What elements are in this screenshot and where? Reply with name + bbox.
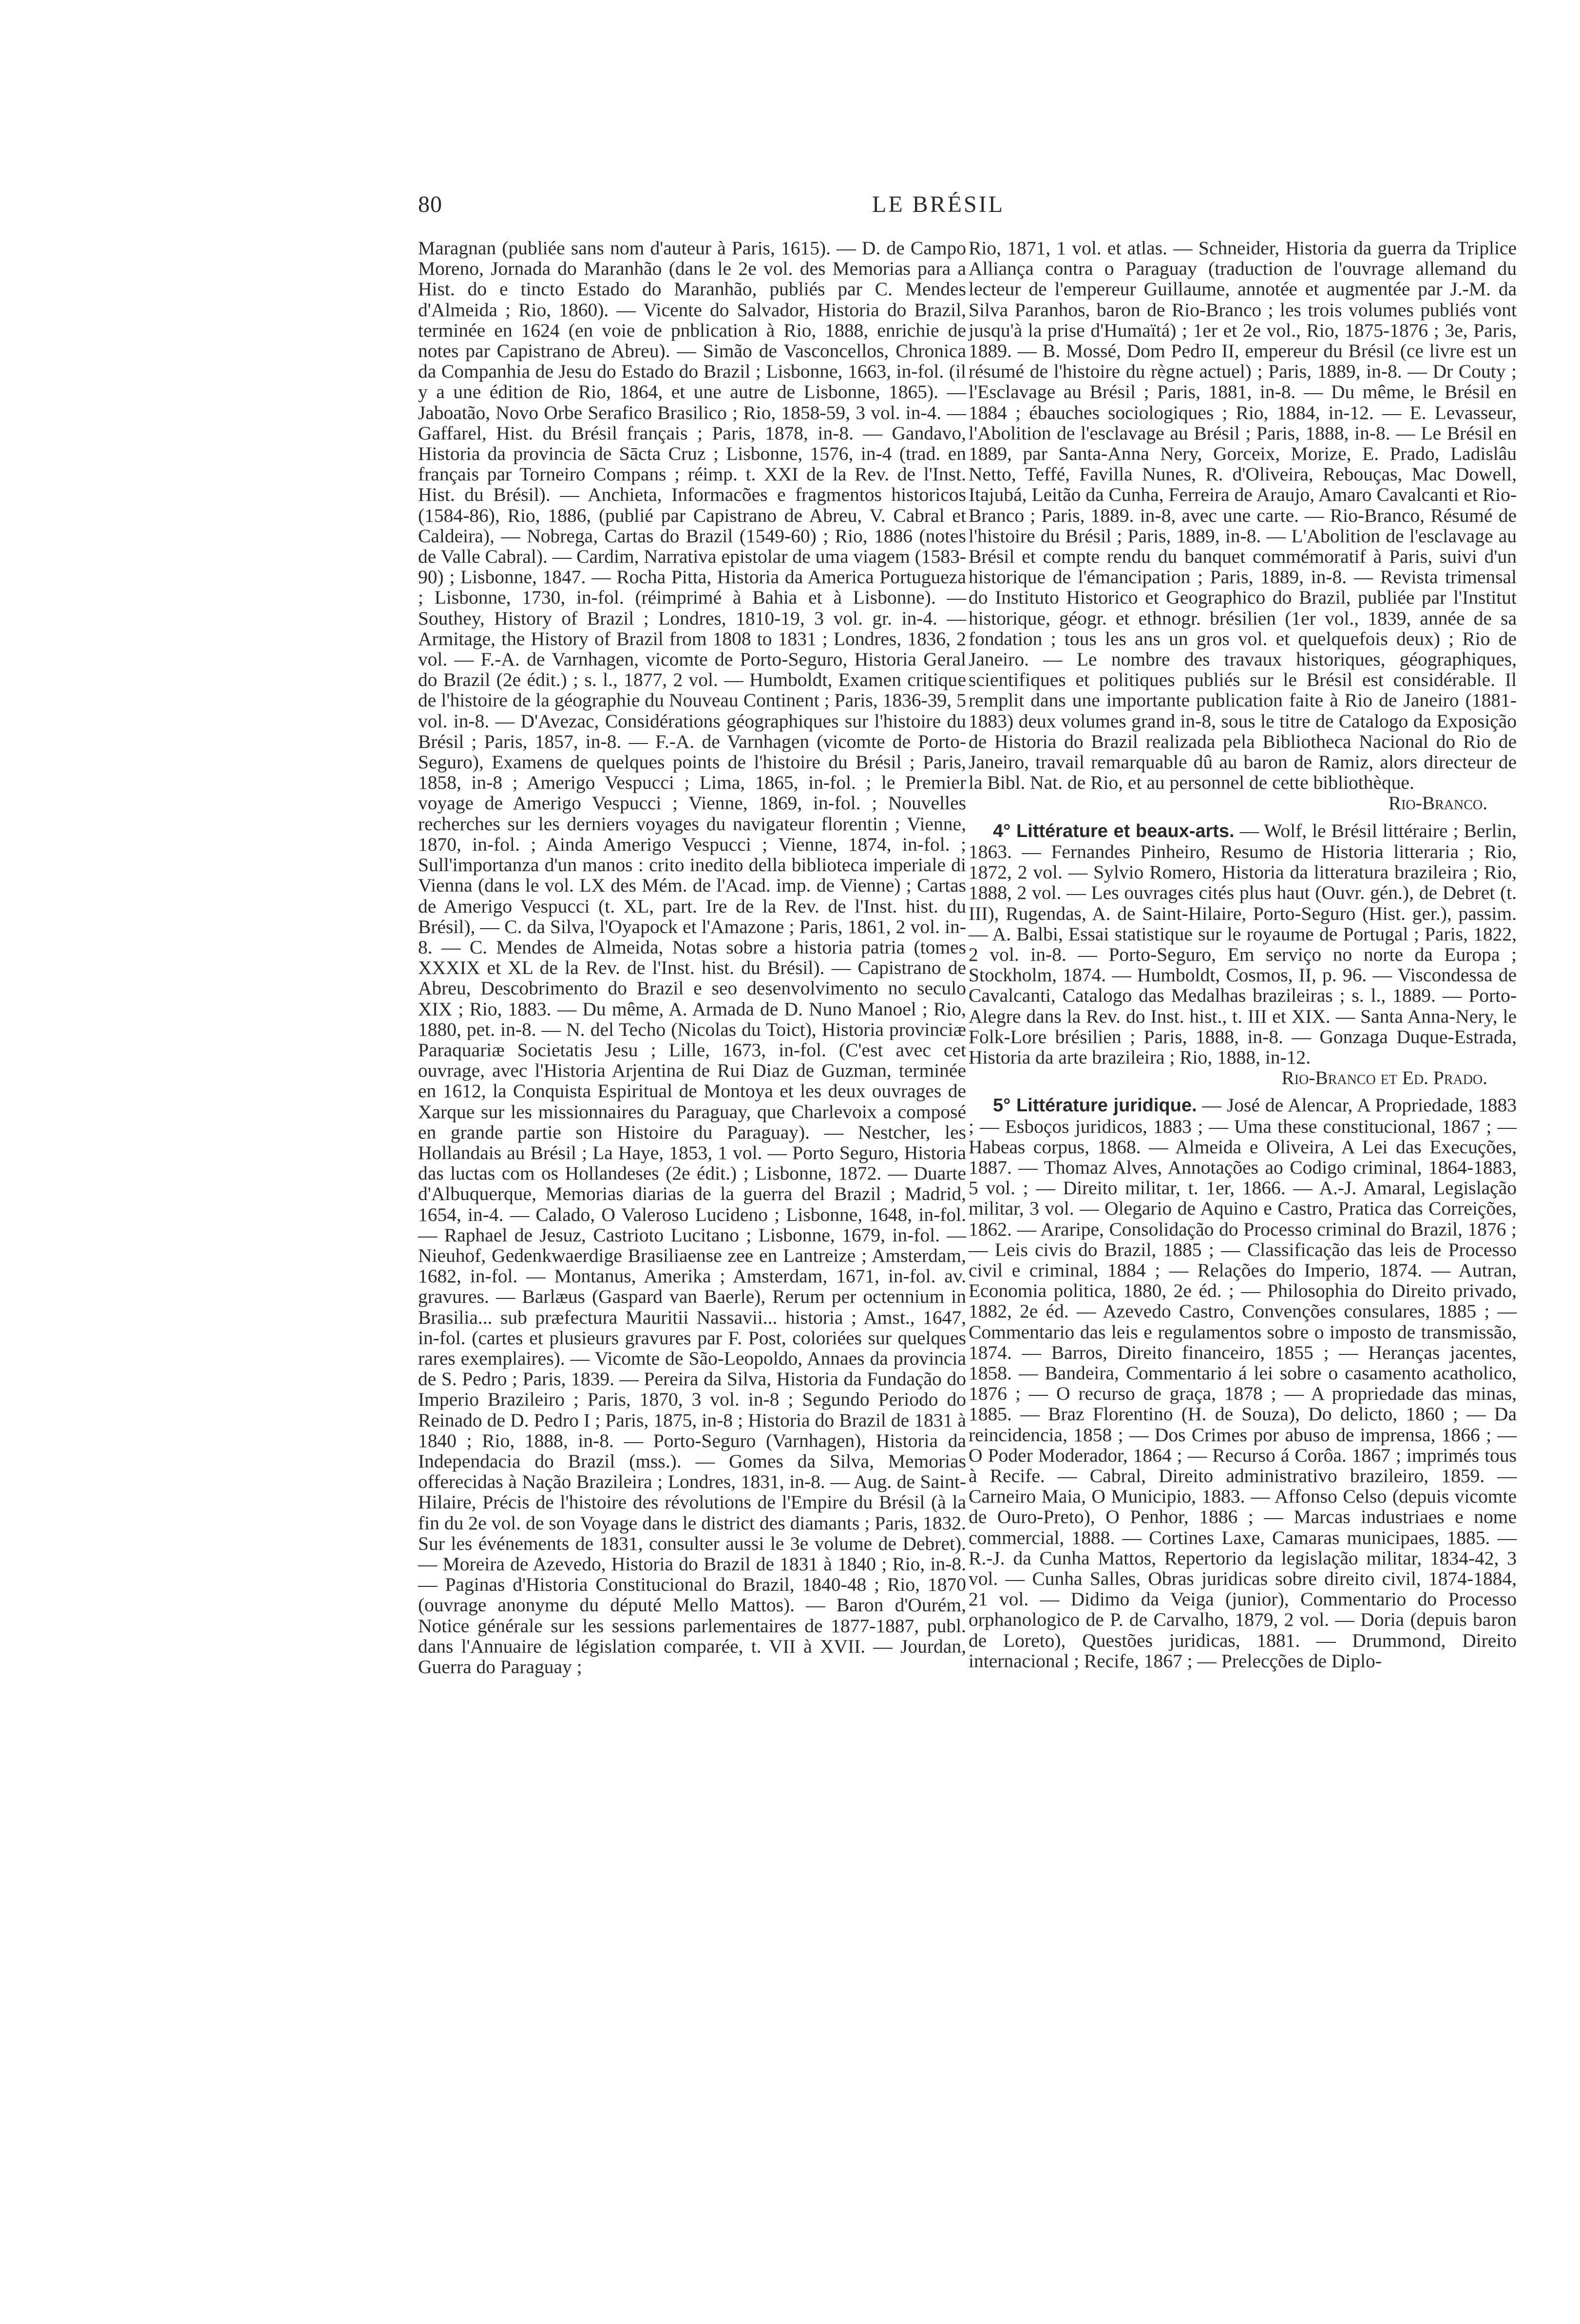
literature-signature: Rio-Branco et Ed. Prado. bbox=[1281, 1067, 1487, 1089]
history-bibliography-text: Maragnan (publiée sans nom d'auteur à Paris, 1615). — D. de Campo Moreno, Jornada do Maranhão (dans le 2e vol. des Memorias para a Hist. do e tincto Estado do Maranhão, publiés par C. Mendes d'Almeida ; Rio, 1860). — Vicente do Salvador, Historia do Brazil, terminée en 1624 (en voie de pnblication à Rio, 1888, enrichie de notes par Capistrano de Abreu). — Simão de Vasconcellos, Chronica da Companhia de Jesu do Estado do Brazil ; Lisbonne, 1663, in-fol. (il y a une édition de Rio, 1864, et une autre de Lisbonne, 1865). — Jaboatão, Novo Orbe Serafico Brasilico ; Rio, 1858-59, 3 vol. in-4. — Gaffarel, Hist. du Brésil français ; Paris, 1878, in-8. — Gandavo, Historia da provincia de Sācta Cruz ; Lisbonne, 1576, in-4 (trad. en français par Torneiro Compans ; réimp. t. XXI de la Rev. de l'Inst. Hist. du Brésil). — Anchieta, Informacões e fragmentos historicos (1584-86), Rio, 1886, (publié par Capistrano de Abreu, V. Cabral et Caldeira), — Nobrega, Cartas do Brazil (1549-60) ; Rio, 1886 (notes de Valle Cabral). — Cardim, Narrativa epistolar de uma viagem (1583-90) ; Lisbonne, 1847. — Rocha Pitta, Historia da America Portugueza ; Lisbonne, 1730, in-fol. (réimprimé à Bahia et à Lisbonne). — Southey, History of Brazil ; Londres, 1810-19, 3 vol. gr. in-4. — Armitage, the History of Brazil from 1808 to 1831 ; Londres, 1836, 2 vol. — F.-A. de Varnhagen, vicomte de Porto-Seguro, Historia Geral do Brazil (2e édit.) ; s. l., 1877, 2 vol. — Humboldt, Examen critique de l'histoire de la géographie du Nouveau Continent ; Paris, 1836-39, 5 vol. in-8. — D'Avezac, Considérations géographiques sur l'histoire du Brésil ; Paris, 1857, in-8. — F.-A. de Varnhagen (vicomte de Porto-Seguro), Examens de quelques points de l'histoire du Brésil ; Paris, 1858, in-8 ; Amerigo Vespucci ; Lima, 1865, in-fol. ; le Premier voyage de Amerigo Vespucci ; Vienne, 1869, in-fol. ; Nouvelles recherches sur les derniers voyages du navigateur florentin ; Vienne, 1870, in-fol. ; Ainda Amerigo Vespucci ; Vienne, 1874, in-fol. ; Sull'importanza d'un manos : crito inedito della biblioteca imperiale di Vienna (dans le vol. LX des Mém. de l'Acad. imp. de Vienne) ; Cartas de Amerigo Vespucci (t. XL, part. Ire de la Rev. de l'Inst. hist. du Brésil), — C. da Silva, l'Oyapock et l'Amazone ; Paris, 1861, 2 vol. in-8. — C. Mendes de Almeida, Notas sobre a historia patria (tomes XXXIX et XL de la Rev. de l'Inst. hist. du Brésil). — Capistrano de Abreu, Descobrimento do Brazil e seo desenvolvimento no seculo XIX ; Rio, 1883. — Du même, A. Armada de D. Nuno Manoel ; Rio, 1880, pet. in-8. — N. del Techo (Nicolas du Toict), Historia provinciæ Paraquariæ Societatis Jesu ; Lille, 1673, in-fol. (C'est avec cet ouvrage, avec l'Historia Arjentina de Rui Diaz de Guzman, terminée en 1612, la Conquista Espiritual de Montoya et les deux ouvrages de Xarque sur les missionnaires du Paraguay, que Charlevoix a composé en grande partie son Histoire du Paraguay). — Nestcher, les Hollandais au Brésil ; La Haye, 1853, 1 vol. — Porto Seguro, Historia das luctas com os Hollandeses (2e édit.) ; Lisbonne, 1872. — Duarte d'Albuquerque, Memorias diarias de la guerra del Brazil ; Madrid, 1654, in-4. — Calado, O Valeroso Lucideno ; Lisbonne, 1648, in-fol. — Raphael de Jesuz, Castrioto Lucitano ; Lisbonne, 1679, in-fol. — Nieuhof, Gedenkwaerdige Brasiliaense zee en Lantreize ; Amsterdam, 1682, in-fol. — Montanus, Amerika ; Amsterdam, 1671, in-fol. av. gravures. — Barlæus (Gaspard van Baerle), Rerum per octennium in Brasilia... sub præfectura Mauritii Nassavii... historia ; Amst., 1647, in-fol. (cartes et plusieurs gravures par F. Post, coloriées sur quelques rares exemplaires). — Vicomte de São-Leopoldo, Annaes da provincia de S. Pedro ; Paris, 1839. — Pereira da Silva, Historia da Fundação do Imperio Brazileiro ; Paris, 1870, 3 vol. in-8 ; Segundo Periodo do Reinado de D. Pedro I ; Paris, 1875, in-8 ; Historia do Brazil de 1831 à 1840 ; Rio, 1888, in-8. — Porto-Seguro (Varnhagen), Historia da Independacia do Brazil (mss.). — Gomes da Silva, Memorias offerecidas à Nação Brazileira ; Londres, 1831, in-8. — Aug. de Saint-Hilaire, Précis de l'histoire des révolutions de l'Empire du Brésil (à la fin du 2e vol. de son Voyage dans le district des diamants ; Paris, 1832. Sur les événements de 1831, consulter aussi le 3e volume de Debret). — Moreira de Azevedo, Historia do Brazil de 1831 à 1840 ; Rio, in-8. — Paginas d'Historia Constitucional do Brazil, 1840-48 ; Rio, 1870 (ouvrage anonyme du député Mello Mattos). — Baron d'Ourém, Notice générale sur les sessions parlementaires de 1877-1887, publ. dans l'Annuaire de législation comparée, t. VII à XVII. — Jourdan, Guerra do Paraguay ; bbox=[418, 237, 966, 1678]
history-signature: Rio-Branco. bbox=[1388, 792, 1487, 814]
literature-text: — Wolf, le Brésil littéraire ; Berlin, 1863. — Fernandes Pinheiro, Resumo de Historia litteraria ; Rio, 1872, 2 vol. — Sylvio Romero, Historia da litteratura brazileira ; Rio, 1888, 2 vol. — Les ouvrages cités plus haut (Ouvr. gén.), de Debret (t. III), Rugendas, A. de Saint-Hilaire, Porto-Seguro (Hist. ger.), passim. — A. Balbi, Essai statistique sur le royaume de Portugal ; Paris, 1822, 2 vol. in-8. — Porto-Seguro, Em serviço no norte da Europa ; Stockholm, 1874. — Humboldt, Cosmos, II, p. 96. — Viscondessa de Cavalcanti, Catalogo das Medalhas brazileiras ; s. l., 1889. — Porto-Alegre dans la Rev. do Inst. hist., t. III et XIX. — Santa Anna-Nery, le Folk-Lore brésilien ; Paris, 1888, in-8. — Gonzaga Duque-Estrada, Historia da arte brazileira ; Rio, 1888, in-12. bbox=[969, 819, 1517, 1068]
legal-heading: 5° Littérature juridique. bbox=[993, 1095, 1197, 1116]
literature-section bbox=[969, 820, 1517, 1067]
history-bibliography-continued: Rio, 1871, 1 vol. et atlas. — Schneider, Historia da guerra da Triplice Alliança contra o Paraguay (traduction de l'ouvrage allemand du lecteur de l'empereur Guillaume, annotée et augmentée par J.-M. da Silva Paranhos, baron de Rio-Branco ; les trois volumes publiés vont jusqu'à la prise d'Humaïtá) ; 1er et 2e vol., Rio, 1875-1876 ; 3e, Paris, 1889. — B. Mossé, Dom Pedro II, empereur du Brésil (ce livre est un résumé de l'histoire du règne actuel) ; Paris, 1889, in-8. — Dr Couty ; l'Esclavage au Brésil ; Paris, 1881, in-8. — Du même, le Brésil en 1884 ; ébauches sociologiques ; Rio, 1884, in-12. — E. Levasseur, l'Abolition de l'esclavage au Brésil ; Paris, 1888, in-8. — Le Brésil en 1889, par Santa-Anna Nery, Gorceix, Morize, E. Prado, Ladislâu Netto, Teffé, Favilla Nunes, R. d'Oliveira, Rebouças, Mac Dowell, Itajubá, Leitão da Cunha, Ferreira de Araujo, Amaro Cavalcanti et Rio-Branco ; Paris, 1889. in-8, avec une carte. — Rio-Branco, Résumé de l'histoire du Brésil ; Paris, 1889, in-8. — L'Abolition de l'esclavage au Brésil et compte rendu du banquet commémoratif à Paris, suivi d'un historique de l'émancipation ; Paris, 1889, in-8. — Revista trimensal do Instituto Historico et Geographico do Brazil, publiée par l'Institut historique, géogr. et ethnogr. brésilien (1er vol., 1839, année de sa fondation ; tous les ans un gros vol. et quelquefois deux) ; Rio de Janeiro. — Le nombre des travaux historiques, géographiques, scientifiques et politiques publiés sur le Brésil est considérable. Il remplit dans une importante publication faite à Rio de Janeiro (1881-1883) deux volumes grand in-8, sous le titre de Catalogo da Exposição de Historia do Brazil realizada pela Bibliotheca Nacional do Rio de Janeiro, travail remarquable dû au baron de Ramiz, alors directeur de la Bibl. Nat. de Rio, et au personnel de cette bibliothèque. bbox=[969, 237, 1517, 794]
legal-section bbox=[969, 1095, 1517, 1671]
right-column bbox=[969, 238, 1517, 1671]
running-title: LE BRÉSIL bbox=[872, 191, 1005, 217]
legal-text: — José de Alencar, A Propriedade, 1883 ; — Esboços juridicos, 1883 ; — Uma these constitucional, 1867 ; — Habeas corpus, 1868. — Almeida e Oliveira, A Lei das Execuções, 1887. — Thomaz Alves, Annotações ao Codigo criminal, 1864-1883, 5 vol. ; — Direito militar, t. 1er, 1866. — A.-J. Amaral, Legislação militar, 3 vol. — Olegario de Aquino e Castro, Pratica das Correições, 1862. — Araripe, Consolidação do Processo criminal do Brazil, 1876 ; — Leis civis do Brazil, 1885 ; — Classificação das leis de Processo civil e criminal, 1884 ; — Relações do Imperio, 1874. — Autran, Economia politica, 1880, 2e éd. ; — Philosophia do Direito privado, 1882, 2e éd. — Azevedo Castro, Convenções consulares, 1885 ; — Commentario das leis e regulamentos sobre o imposto de transmissão, 1874. — Barros, Direito financeiro, 1855 ; — Heranças jacentes, 1858. — Bandeira, Commentario á lei sobre o casamento acatholico, 1876 ; — O recurso de graça, 1878 ; — A propriedade das minas, 1885. — Braz Florentino (H. de Souza), Do delicto, 1860 ; — Da reincidencia, 1858 ; — Dos Crimes por abuso de imprensa, 1866 ; — O Poder Moderador, 1864 ; — Recurso á Corôa. 1867 ; imprimés tous à Recife. — Cabral, Direito administrativo brazileiro, 1859. — Carneiro Maia, O Municipio, 1883. — Affonso Celso (depuis vicomte de Ouro-Preto), O Penhor, 1886 ; — Marcas industriaes e nome commercial, 1888. — Cortines Laxe, Camaras municipaes, 1885. — R.-J. da Cunha Mattos, Repertorio da legislação militar, 1834-42, 3 vol. — Cunha Salles, Obras juridicas sobre direito civil, 1874-1884, 21 vol. — Didimo da Veiga (junior), Commentario do Processo orphanologico de P. de Carvalho, 1879, 2 vol. — Doria (depuis baron de Loreto), Questões juridicas, 1881. — Drummond, Direito internacional ; Recife, 1867 ; — Prelecções de Diplo- bbox=[969, 1094, 1517, 1672]
literature-heading: 4° Littérature et beaux-arts. bbox=[993, 820, 1235, 841]
left-column bbox=[418, 238, 966, 1677]
page-number: 80 bbox=[418, 191, 442, 217]
